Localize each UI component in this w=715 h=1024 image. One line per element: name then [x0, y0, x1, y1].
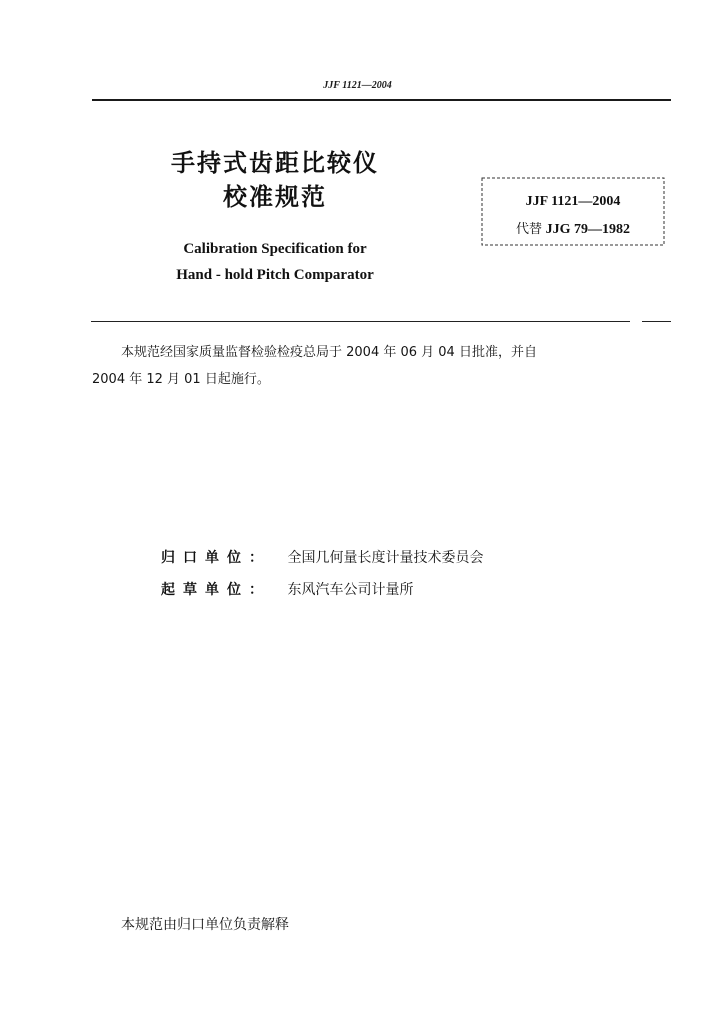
approval-line-2: 2004 年 12 月 01 日起施行。	[92, 372, 270, 387]
unit-label: 起草单位：	[161, 582, 271, 598]
standard-code-box	[481, 177, 665, 246]
code-box-replaces	[481, 218, 665, 238]
chinese-title	[160, 146, 390, 214]
approval-statement	[92, 339, 674, 393]
unit-value: 全国几何量长度计量技术委员会	[287, 550, 484, 566]
replaces-label: 代替	[516, 222, 543, 237]
code-box-current-code: JJF 1121—2004	[525, 194, 621, 209]
replaced-code: JJG 79—1982	[545, 222, 630, 237]
unit-label: 归口单位：	[161, 550, 271, 566]
separator-rule-short	[642, 321, 671, 322]
separator-rule	[91, 321, 630, 322]
unit-row-drafting	[161, 579, 483, 611]
approval-line-1: 本规范经国家质量监督检验检疫总局于 2004 年 06 月 04 日批准，并自	[121, 345, 537, 360]
english-title	[140, 236, 410, 288]
interpretation-note: 本规范由归口单位负责解释	[121, 917, 289, 933]
english-title-line-2: Hand - hold Pitch Comparator	[176, 267, 374, 283]
chinese-title-line-1: 手持式齿距比较仪	[171, 149, 379, 177]
responsible-units	[161, 547, 483, 611]
unit-row-centralized	[161, 547, 483, 579]
unit-value: 东风汽车公司计量所	[287, 582, 414, 598]
english-title-line-1: Calibration Specification for	[183, 241, 367, 257]
chinese-title-line-2: 校准规范	[223, 183, 327, 211]
header-standard-code: JJF 1121—2004	[323, 80, 392, 91]
header-rule	[92, 99, 671, 101]
